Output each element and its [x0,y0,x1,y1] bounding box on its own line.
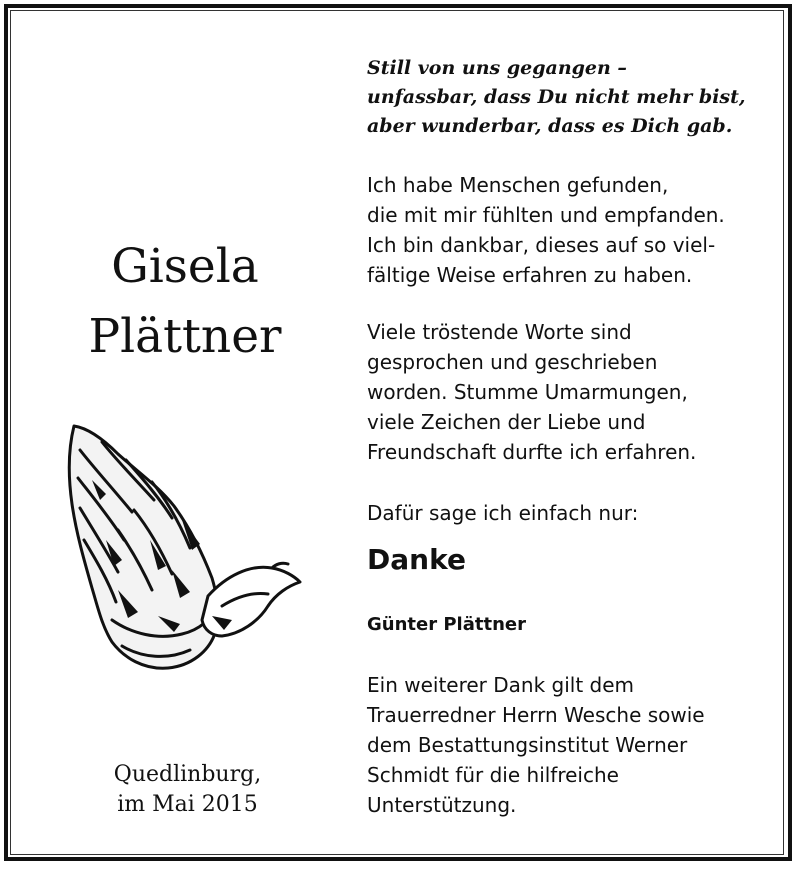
motto-line: aber wunderbar, dass es Dich gab. [367,115,733,137]
first-name: Gisela [111,239,259,294]
paragraph-condolences [367,317,787,467]
place-date: im Mai 2015 [117,792,258,817]
thanks-intro [367,498,787,528]
intro-line: Dafür sage ich einfach nur: [367,501,639,525]
text-line: Ich bin dankbar, dieses auf so viel- [367,233,716,257]
text-line: Schmidt für die hilfreiche [367,763,619,787]
thanks-word: Danke [367,543,466,576]
text-line: viele Zeichen der Liebe und [367,410,646,434]
text-line: dem Bestattungsinstitut Werner [367,733,688,757]
last-name: Plättner [88,309,282,364]
motto [367,54,787,141]
text-line: worden. Stumme Umarmungen, [367,380,688,404]
text-line: Unterstützung. [367,793,517,817]
text-line: Viele tröstende Worte sind [367,320,632,344]
text-line: gesprochen und geschrieben [367,350,658,374]
text-line: fältige Weise erfahren zu haben. [367,263,693,287]
paragraph-additional-thanks [367,670,787,820]
motto-line: Still von uns gegangen – [367,57,627,79]
signature [367,610,787,640]
place-city: Quedlinburg, [113,762,262,787]
thanks-heading [367,545,787,575]
motto-line: unfassbar, dass Du nicht mehr bist, [367,86,746,108]
praying-hands-with-dove-icon [62,420,302,680]
text-line: Trauerredner Herrn Wesche sowie [367,703,705,727]
text-line: Ein weiterer Dank gilt dem [367,673,635,697]
signer-name: Günter Plättner [367,614,526,635]
text-line: Freundschaft durfte ich erfahren. [367,440,697,464]
paragraph-people [367,170,787,290]
text-line: Ich habe Menschen gefunden, [367,173,669,197]
text-line: die mit mir fühlten und empfanden. [367,203,725,227]
